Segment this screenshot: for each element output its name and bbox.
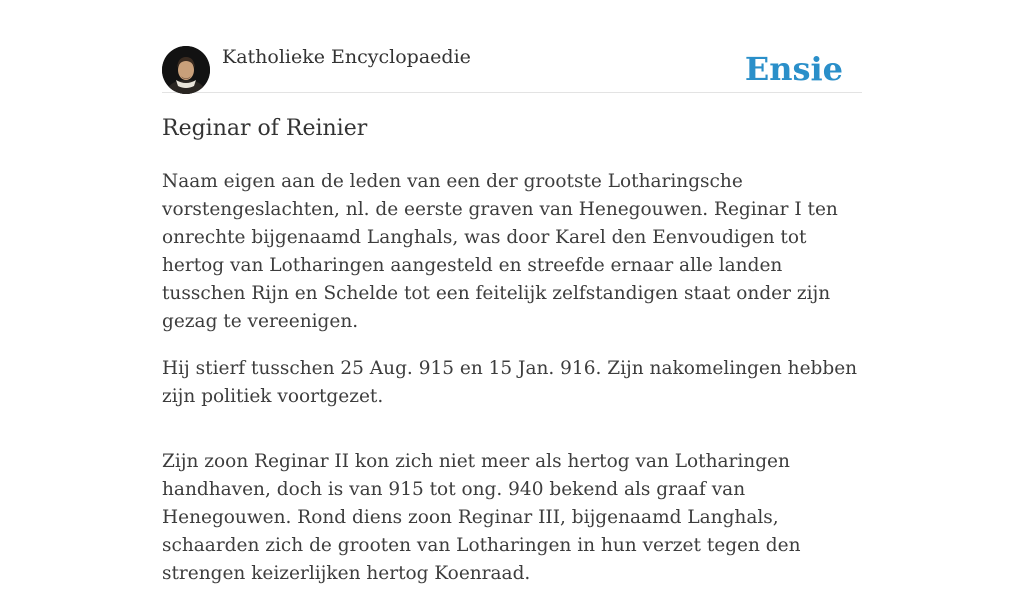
article-body bbox=[162, 168, 862, 607]
article-paragraph: Naam eigen aan de leden van een der grootste Lotharingsche vorstengeslachten, nl. de eerste graven van Henegouwen. Reginar I ten onrechte bijgenaamd Langhals, was door Karel den Eenvoudigen tot hertog van Lotharingen aangesteld en streefde ernaar alle landen tusschen Rijn en Schelde tot een feitelijk zelfstandigen staat onder zijn gezag te vereenigen. bbox=[162, 171, 838, 332]
site-name[interactable]: Katholieke Encyclopaedie bbox=[222, 46, 471, 68]
article-paragraph: Hij stierf tusschen 25 Aug. 915 en 15 Jan. 916. Zijn nakomelingen hebben zijn politiek voortgezet. bbox=[162, 358, 858, 407]
article-title: Reginar of Reinier bbox=[162, 116, 368, 141]
page-container bbox=[162, 0, 862, 584]
brand-logo[interactable]: Ensie bbox=[744, 50, 843, 88]
site-header bbox=[162, 0, 862, 93]
article-paragraph: Zijn zoon Reginar II kon zich niet meer als hertog van Lotharingen handhaven, doch is van 915 tot ong. 940 bekend als graaf van Henegouwen. Rond diens zoon Reginar III, bijgenaamd Langhals, schaarden zich de grooten van Lotharingen in hun verzet tegen den strengen keizerlijken hertog Koenraad. bbox=[162, 451, 801, 584]
portrait-avatar-icon[interactable] bbox=[162, 46, 210, 94]
